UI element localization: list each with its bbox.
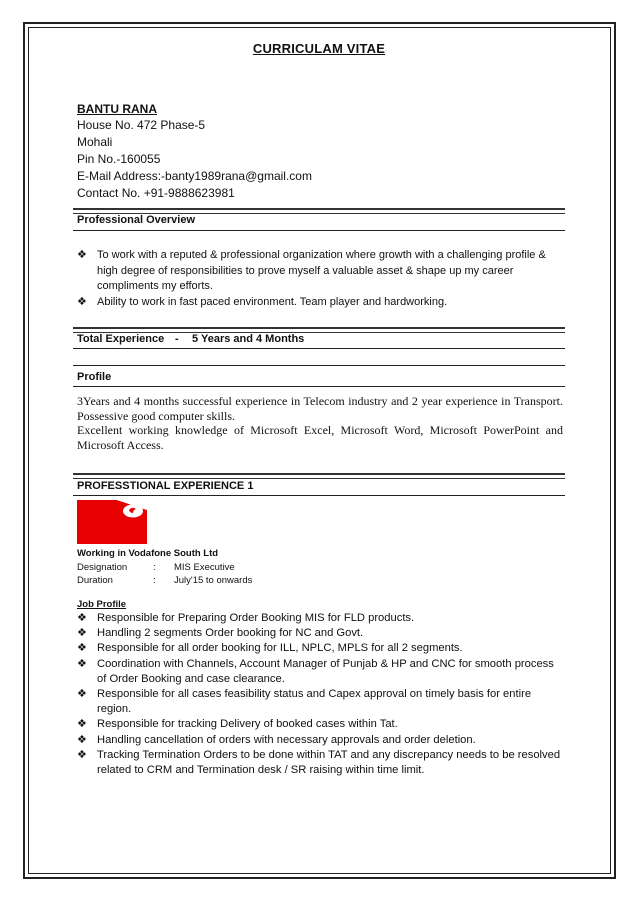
company-line: Working in Vodafone South Ltd [77, 548, 219, 559]
diamond-bullet-icon: ❖ [77, 657, 87, 670]
diamond-bullet-icon: ❖ [77, 612, 87, 624]
list-item [77, 295, 565, 311]
list-item [77, 748, 565, 778]
diamond-bullet-icon: ❖ [77, 627, 87, 640]
duration-label: Duration [77, 575, 113, 586]
email-address: E-Mail Address:-banty1989rana@gmail.com [77, 169, 312, 183]
section-divider-top [73, 473, 565, 479]
diamond-bullet-icon: ❖ [77, 642, 87, 655]
total-experience-label: Total Experience [77, 333, 165, 345]
diamond-bullet-icon: ❖ [77, 718, 87, 731]
list-item [77, 733, 565, 748]
vodafone-logo-icon [77, 500, 147, 544]
responsibility-text: Handling cancellation of orders with necessary approvals and order deletion. [97, 733, 476, 746]
candidate-name: BANTU RANA [77, 102, 157, 116]
pin-code: Pin No.-160055 [77, 152, 161, 166]
job-profile-heading: Job Profile [77, 599, 127, 610]
total-experience-value: 5 Years and 4 Months [192, 333, 305, 345]
responsibility-text: Coordination with Channels, Account Manager of Punjab & HP and CNC for smooth process of Order Booking and case clearance. [97, 657, 554, 685]
diamond-bullet-icon: ❖ [77, 733, 87, 746]
diamond-bullet-icon: ❖ [77, 688, 87, 701]
address-line-1: House No. 472 Phase-5 [77, 118, 206, 132]
designation-value: MIS Executive [174, 562, 235, 573]
list-item [77, 626, 565, 641]
address-line-2: Mohali [77, 135, 113, 149]
diamond-bullet-icon: ❖ [77, 249, 87, 261]
responsibility-text: Responsible for Preparing Order Booking MIS for FLD products. [97, 612, 415, 624]
diamond-bullet-icon: ❖ [77, 748, 87, 761]
section-divider-bottom [73, 495, 565, 496]
overview-bullet-list [77, 248, 565, 310]
profile-summary [77, 394, 563, 452]
experience-heading: PROFESSTIONAL EXPERIENCE 1 [77, 480, 254, 492]
overview-bullet-text: Ability to work in fast paced environment. Team player and hardworking. [97, 295, 448, 308]
section-divider-top [73, 365, 565, 366]
list-item [77, 248, 565, 295]
document-title: CURRICULAM VITAE [252, 41, 386, 56]
responsibility-text: Responsible for tracking Delivery of booked cases within Tat. [97, 718, 398, 731]
section-divider-bottom [73, 386, 565, 387]
total-experience-separator: - [175, 333, 179, 345]
responsibility-text: Handling 2 segments Order booking for NC and Govt. [97, 627, 364, 640]
profile-heading: Profile [77, 371, 112, 383]
responsibility-text: Responsible for all cases feasibility status and Capex approval on timely basis for entire region. [97, 688, 532, 716]
designation-colon: : [153, 562, 156, 573]
list-item [77, 717, 565, 732]
responsibility-text: Responsible for all order booking for ILL, NPLC, MPLS for all 2 segments. [97, 642, 463, 655]
list-item [77, 611, 565, 626]
profile-paragraph: 3Years and 4 months successful experience in Telecom industry and 2 year experience in Transport. Possessive good computer skills. [77, 394, 563, 423]
diamond-bullet-icon: ❖ [77, 295, 87, 308]
list-item [77, 641, 565, 656]
designation-label: Designation [77, 562, 128, 573]
section-divider-bottom [73, 230, 565, 231]
duration-value: July'15 to onwards [174, 575, 253, 586]
responsibility-text: Tracking Termination Orders to be done within TAT and any discrepancy needs to be resolved related to CRM and Termination desk / SR raising within time limit. [97, 748, 561, 777]
overview-bullet-text: To work with a reputed & professional organization where growth with a challenging profile & high degree of responsibilities to prove myself a valuable asset & shape up my career compliments my efforts. [97, 249, 546, 292]
contact-number: Contact No. +91-9888623981 [77, 186, 235, 200]
section-divider-bottom [73, 348, 565, 349]
list-item [77, 657, 565, 687]
list-item [77, 687, 565, 717]
duration-colon: : [153, 575, 156, 586]
responsibilities-list [77, 611, 565, 778]
profile-paragraph: Excellent working knowledge of Microsoft Excel, Microsoft Word, Microsoft PowerPoint and Microsoft Access. [77, 423, 563, 452]
professional-overview-heading: Professional Overview [77, 214, 195, 226]
